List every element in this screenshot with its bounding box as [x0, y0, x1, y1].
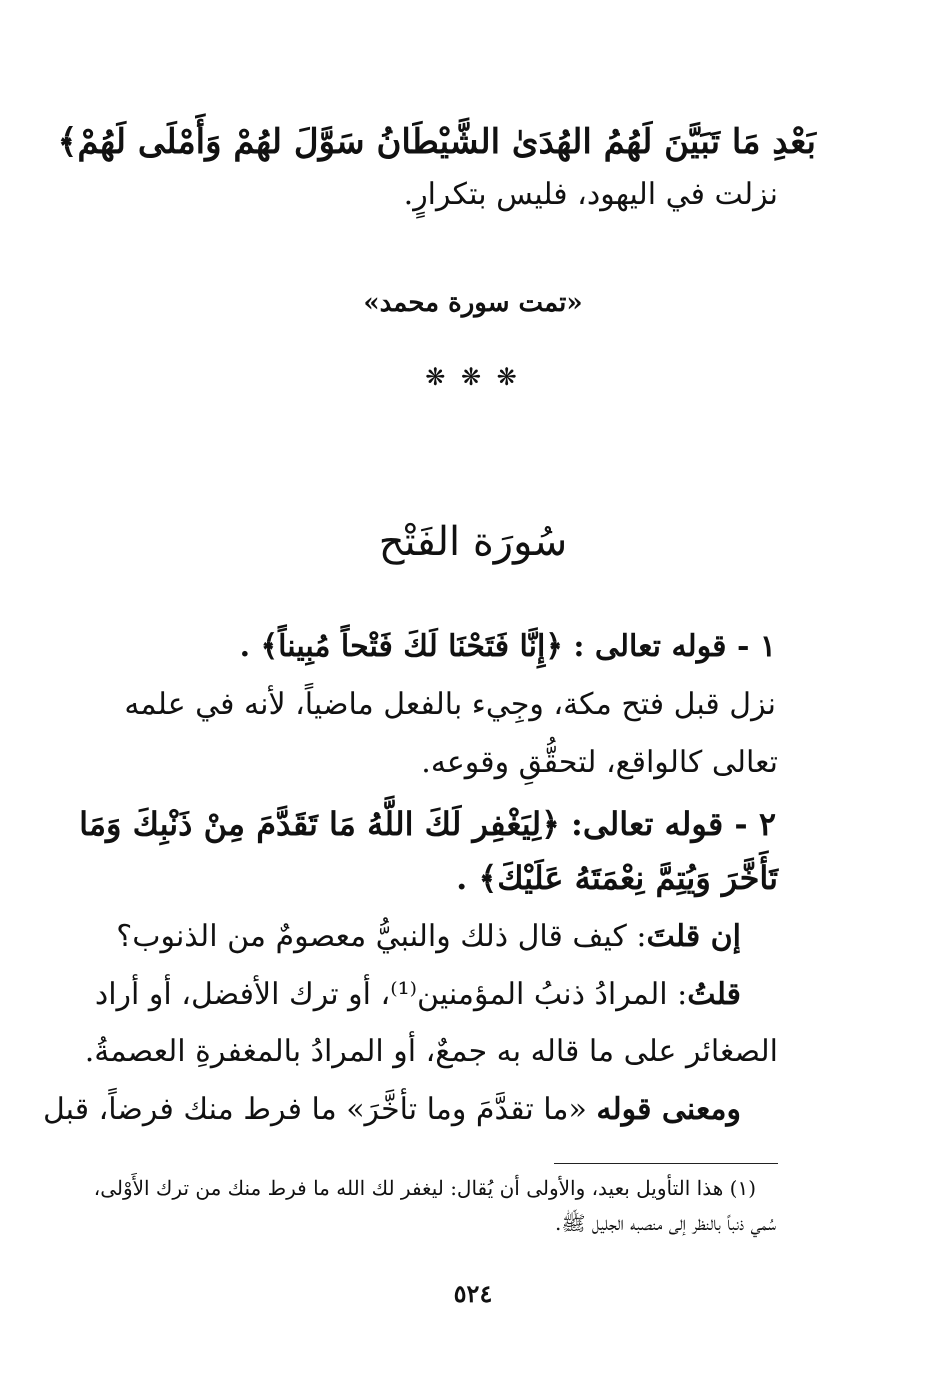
question-lead: إن قلتَ: [646, 919, 741, 954]
meaning-text: «ما تقدَّمَ وما تأخَّرَ» ما فرط منك فرضاً، قبل: [42, 1092, 597, 1127]
quran-verse-tail: بَعْدِ مَا تَبَيَّنَ لَهُمُ الهُدَىٰ الشَّيْطَانُ سَوَّلَ لهُمْ وَأَمْلَى لَهُمْ﴾: [57, 122, 816, 162]
surah-title: سُورَة الفَتْح: [378, 519, 568, 565]
meaning-line: [42, 1092, 741, 1127]
verse-2-line-2: تَأَخَّرَ وَيُتِمَّ نِعْمَتَهُ عَلَيْكَ﴾ .: [456, 859, 778, 897]
section-separator: ❋ ❋ ❋: [425, 363, 521, 391]
answer-text: : المرادُ ذنبُ المؤمنين⁽¹⁾، أو ترك الأفضل، أو أراد: [94, 977, 688, 1012]
footnote-divider: [554, 1163, 778, 1164]
question-text: : كيف قال ذلك والنبيُّ معصومٌ من الذنوب؟: [116, 919, 647, 954]
question-line: [116, 919, 741, 954]
page-number: ٥٢٤: [453, 1279, 493, 1308]
verse-1: ١ - قوله تعالى : ﴿إِنَّا فَتَحْنَا لَكَ فَتْحاً مُبِيناً﴾ .: [239, 629, 776, 664]
surah-end-marker: «تمت سورة محمد»: [363, 288, 583, 318]
footnote-line-1: (١) هذا التأويل بعيد، والأولى أن يُقال: ليغفر لك الله ما فرط منك من ترك الأَوْلى،: [93, 1176, 756, 1200]
footnote-line-2: سُمي ذنباً بالنظر إلى منصبه الجليل ﷺ.: [555, 1211, 776, 1235]
meaning-lead: ومعنى قوله: [596, 1092, 741, 1127]
verse-2-line-1: ٢ - قوله تعالى: ﴿لِيَغْفِر لَكَ اللَّهُ مَا تَقَدَّمَ مِنْ ذَنْبِكَ وَمَا: [79, 805, 776, 843]
answer-line-1: [94, 977, 741, 1012]
commentary-1-line-2: تعالى كالواقع، لتحقُّقِ وقوعه.: [421, 745, 778, 780]
answer-lead: قلتُ: [687, 977, 741, 1012]
answer-line-2: الصغائر على ما قاله به جمعٌ، أو المرادُ بالمغفرةِ العصمةُ.: [84, 1034, 778, 1069]
commentary-line: نزلت في اليهود، فليس بتكرارٍ.: [403, 177, 778, 212]
commentary-1-line-1: نزل قبل فتح مكة، وجِيء بالفعل ماضياً، لأنه في علمه: [124, 687, 776, 722]
